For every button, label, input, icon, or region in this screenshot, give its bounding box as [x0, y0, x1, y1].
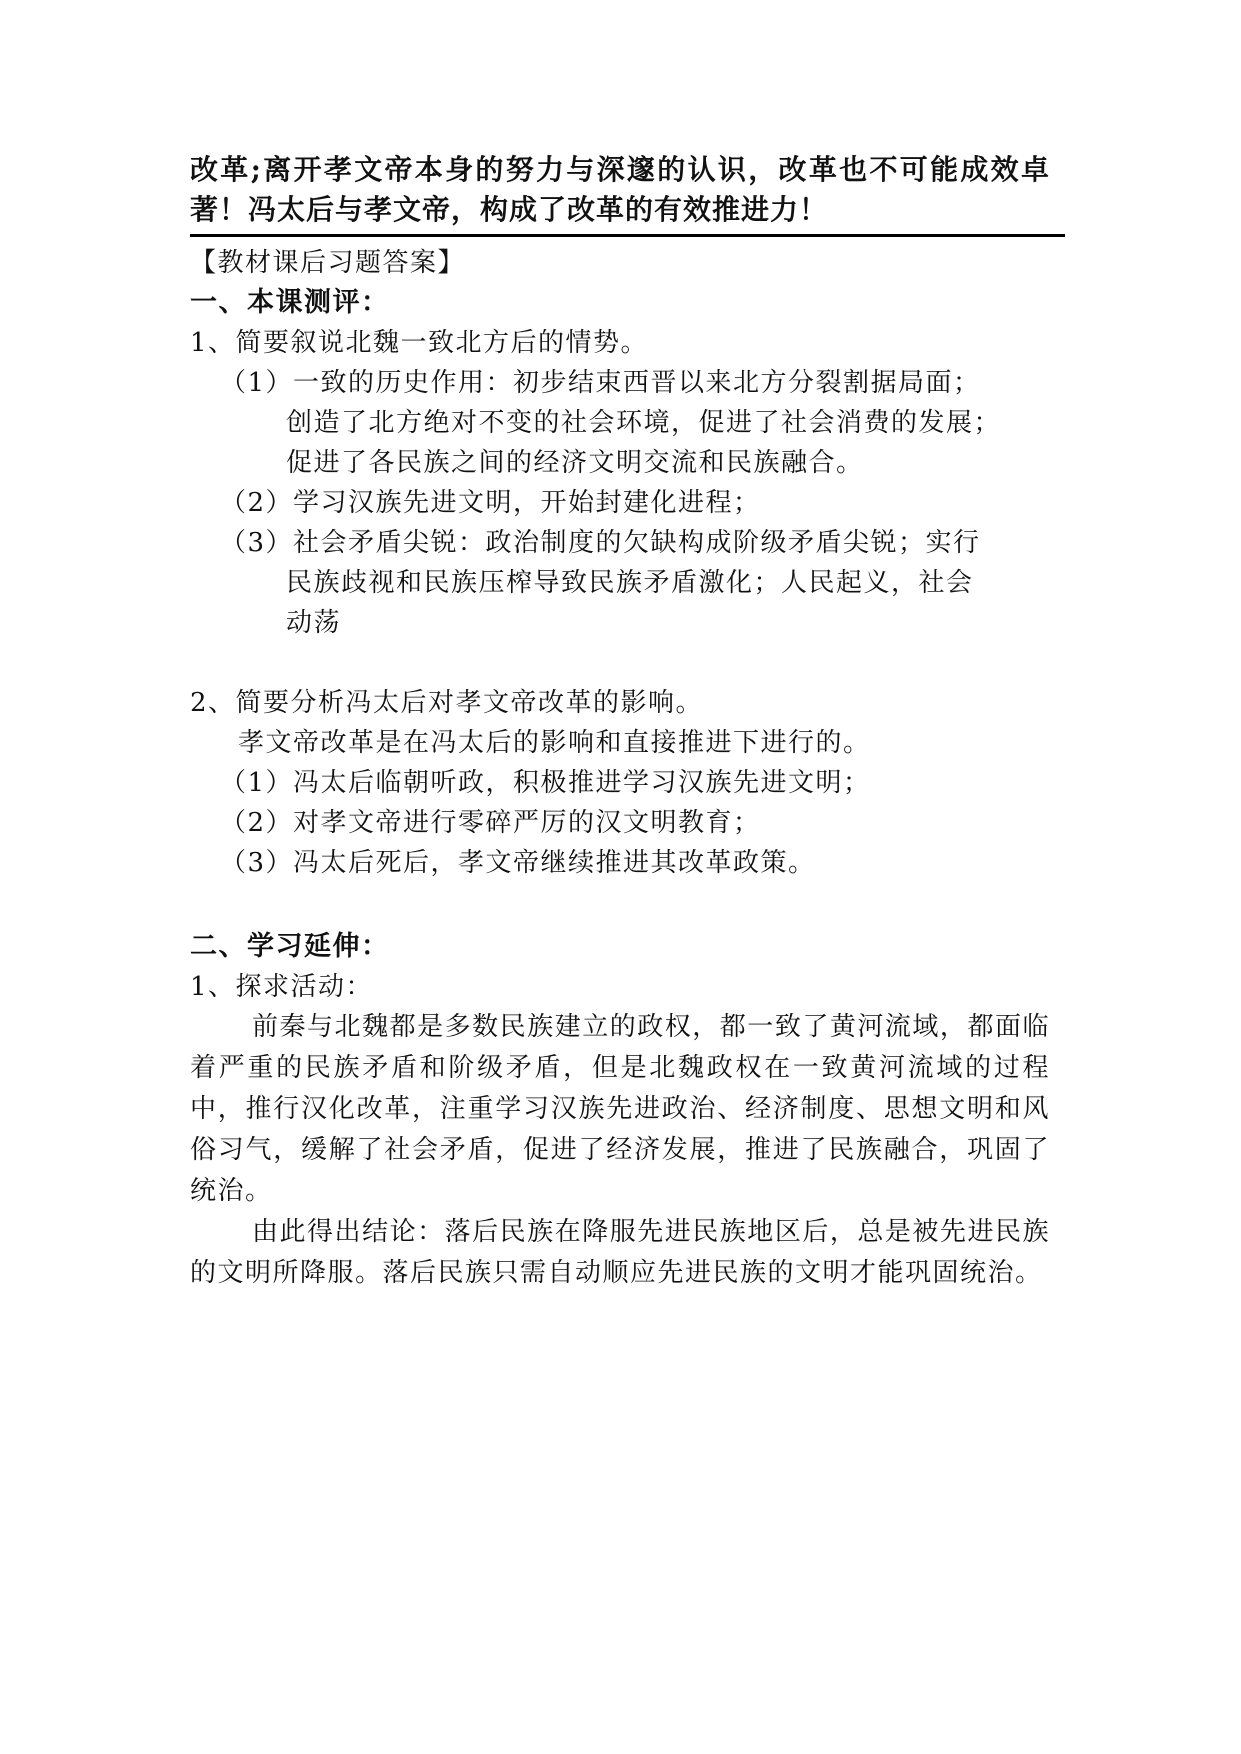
q1-item-1-line-1: 一致的历史作用：初步结束西晋以来北方分裂割据局面； — [293, 368, 981, 398]
q1-item-2: （2）学习汉族先进文明，开始封建化进程； — [220, 488, 761, 518]
q1-item-1-line-3: 促进了各民族之间的经济文明交流和民族融合。 — [286, 448, 864, 478]
q1-item-3 — [190, 523, 1050, 563]
q1-item-3-line-3: 动荡 — [286, 608, 342, 638]
answers-title: 【教材课后习题答案】 — [190, 248, 466, 278]
q1-item-1-label: （1） — [220, 368, 294, 398]
q2-item-3: （3）冯太后死后，孝文帝继续推进其改革政策。 — [220, 848, 816, 878]
section-heading-review: 一、本课测评： — [190, 287, 390, 318]
activity-label: 1、探求活动： — [190, 972, 374, 1002]
question-2: 2、简要分析冯太后对孝文帝改革的影响。 — [190, 688, 704, 718]
q1-item-3-line-1: 社会矛盾尖锐：政治制度的欠缺构成阶级矛盾尖锐；实行 — [293, 528, 981, 558]
q1-item-1-line-2: 创造了北方绝对不变的社会环境，促进了社会消费的发展； — [286, 408, 1002, 438]
spacer — [190, 883, 1050, 927]
q1-item-3-line-2: 民族歧视和民族压榨导致民族矛盾激化；人民起义，社会 — [286, 568, 974, 598]
spacer — [190, 643, 1050, 683]
intro-paragraph: 改革;离开孝文帝本身的努力与深邃的认识，改革也不可能成效卓著！冯太后与孝文帝，构成了改革的有效推进力！ — [190, 153, 1050, 226]
q2-item-2: （2）对孝文帝进行零碎严厉的汉文明教育； — [220, 808, 761, 838]
section-heading-extension: 二、学习延伸： — [190, 931, 390, 962]
activity-paragraph-2: 由此得出结论：落后民族在降服先进民族地区后，总是被先进民族的文明所降服。落后民族只需自动顺应先进民族的文明才能巩固统治。 — [190, 1217, 1050, 1288]
document-page — [190, 150, 1050, 1294]
section-divider — [190, 234, 1065, 237]
activity-paragraph-1: 前秦与北魏都是多数民族建立的政权，都一致了黄河流域，都面临着严重的民族矛盾和阶级矛盾，但是北魏政权在一致黄河流域的过程中，推行汉化改革，注重学习汉族先进政治、经济制度、思想文明和风俗习气，缓解了社会矛盾，促进了经济发展，推进了民族融合，巩固了统治。 — [190, 1012, 1050, 1206]
q2-item-1: （1）冯太后临朝听政，积极推进学习汉族先进文明； — [220, 768, 871, 798]
question-1: 1、简要叙说北魏一致北方后的情势。 — [190, 328, 649, 358]
q2-summary: 孝文帝改革是在冯太后的影响和直接推进下进行的。 — [238, 728, 871, 758]
q1-item-1 — [190, 363, 1050, 403]
q1-item-3-label: （3） — [220, 528, 294, 558]
